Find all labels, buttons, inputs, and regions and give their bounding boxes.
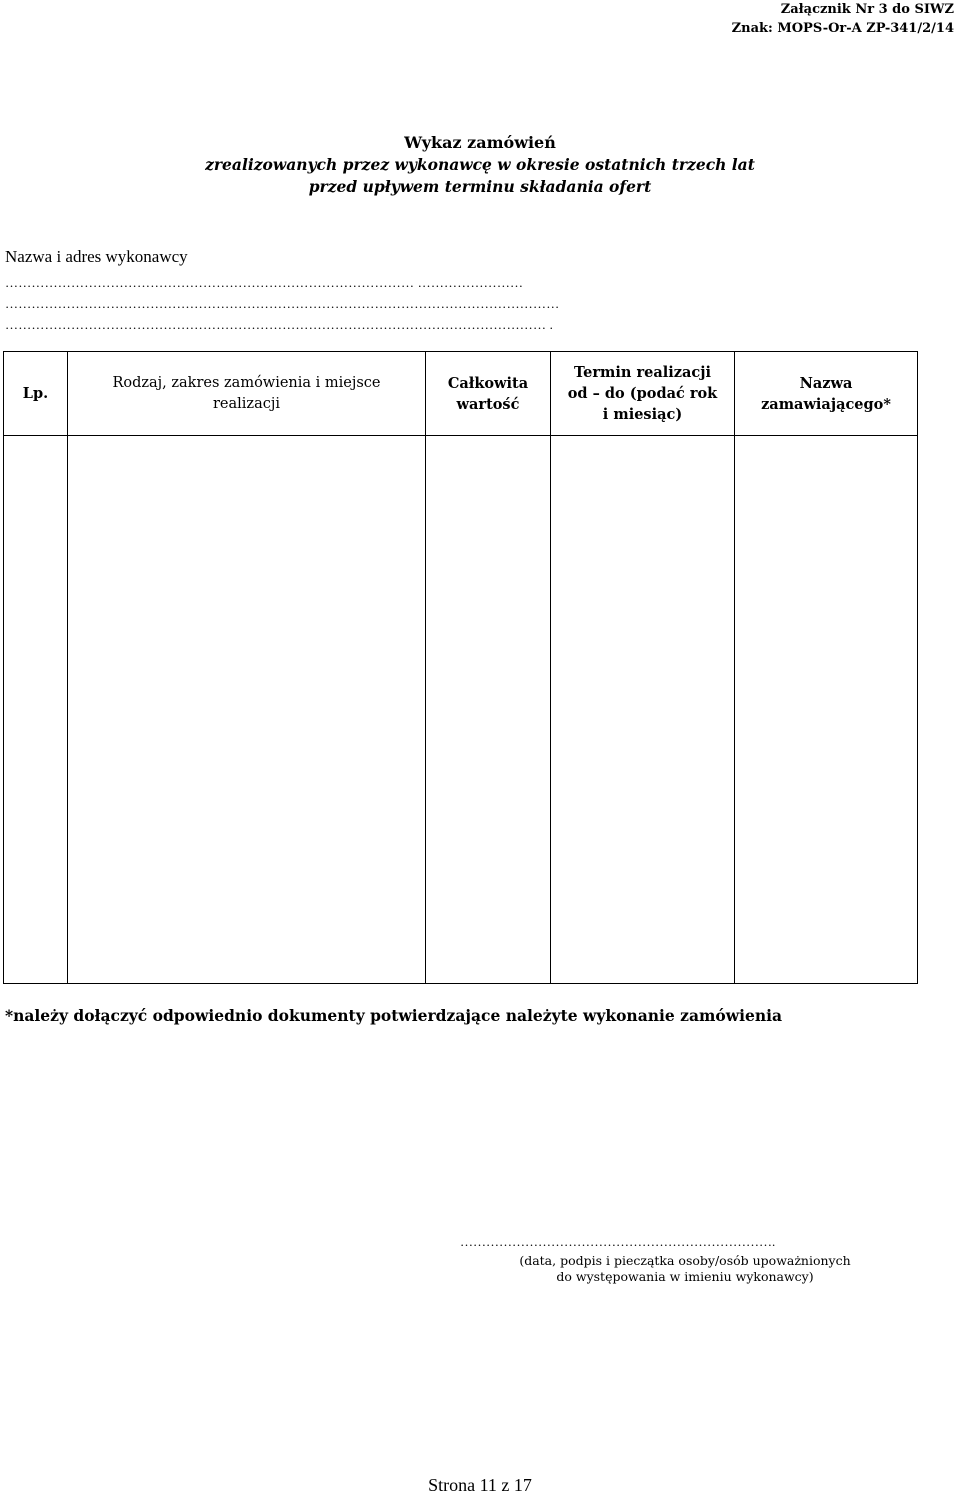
contractor-dots-line-1: ………………………………………………………………………………… …………………… (5, 275, 524, 290)
title-line-1: Wykaz zamówień (404, 133, 556, 152)
table-cell[interactable] (551, 436, 735, 984)
page-number: Strona 11 z 17 (428, 1475, 532, 1495)
signature-dots: ………………………………………………………………. (460, 1234, 776, 1249)
table-row (4, 436, 918, 984)
table-cell[interactable] (735, 436, 918, 984)
contractor-dots-line-2: ……………………………………………………………………………………………………………… (5, 296, 560, 311)
contractor-label: Nazwa i adres wykonawcy (5, 247, 188, 266)
document-title (0, 132, 960, 198)
column-header-orderer: Nazwa zamawiającego* (735, 352, 918, 436)
attachment-header (732, 0, 954, 38)
orders-table (3, 351, 918, 984)
title-line-3: przed upływem terminu składania ofert (308, 177, 652, 196)
attachment-label: Załącznik Nr 3 do SIWZ (780, 2, 954, 17)
title-line-2: zrealizowanych przez wykonawcę w okresie ostatnich trzech lat (205, 155, 755, 174)
footnote: *należy dołączyć odpowiednio dokumenty potwierdzające należyte wykonanie zamówienia (5, 1006, 783, 1025)
signature-caption (490, 1253, 880, 1285)
table-cell[interactable] (426, 436, 551, 984)
table-cell[interactable] (68, 436, 426, 984)
table-cell[interactable] (4, 436, 68, 984)
column-header-scope: Rodzaj, zakres zamówienia i miejsce realizacji (68, 352, 426, 436)
reference-number: Znak: MOPS-Or-A ZP-341/2/14 (731, 21, 954, 36)
signature-caption-line-2: do występowania w imieniu wykonawcy) (556, 1269, 814, 1284)
table-header-row (4, 352, 918, 436)
signature-caption-line-1: (data, podpis i pieczątka osoby/osób upoważnionych (519, 1253, 851, 1268)
column-header-term: Termin realizacji od – do (podać rok i miesiąc) (551, 352, 735, 436)
column-header-value: Całkowita wartość (426, 352, 551, 436)
column-header-lp: Lp. (4, 352, 68, 436)
contractor-dots-line-3: …………………………………………………………………………………………………………… . (5, 317, 554, 332)
